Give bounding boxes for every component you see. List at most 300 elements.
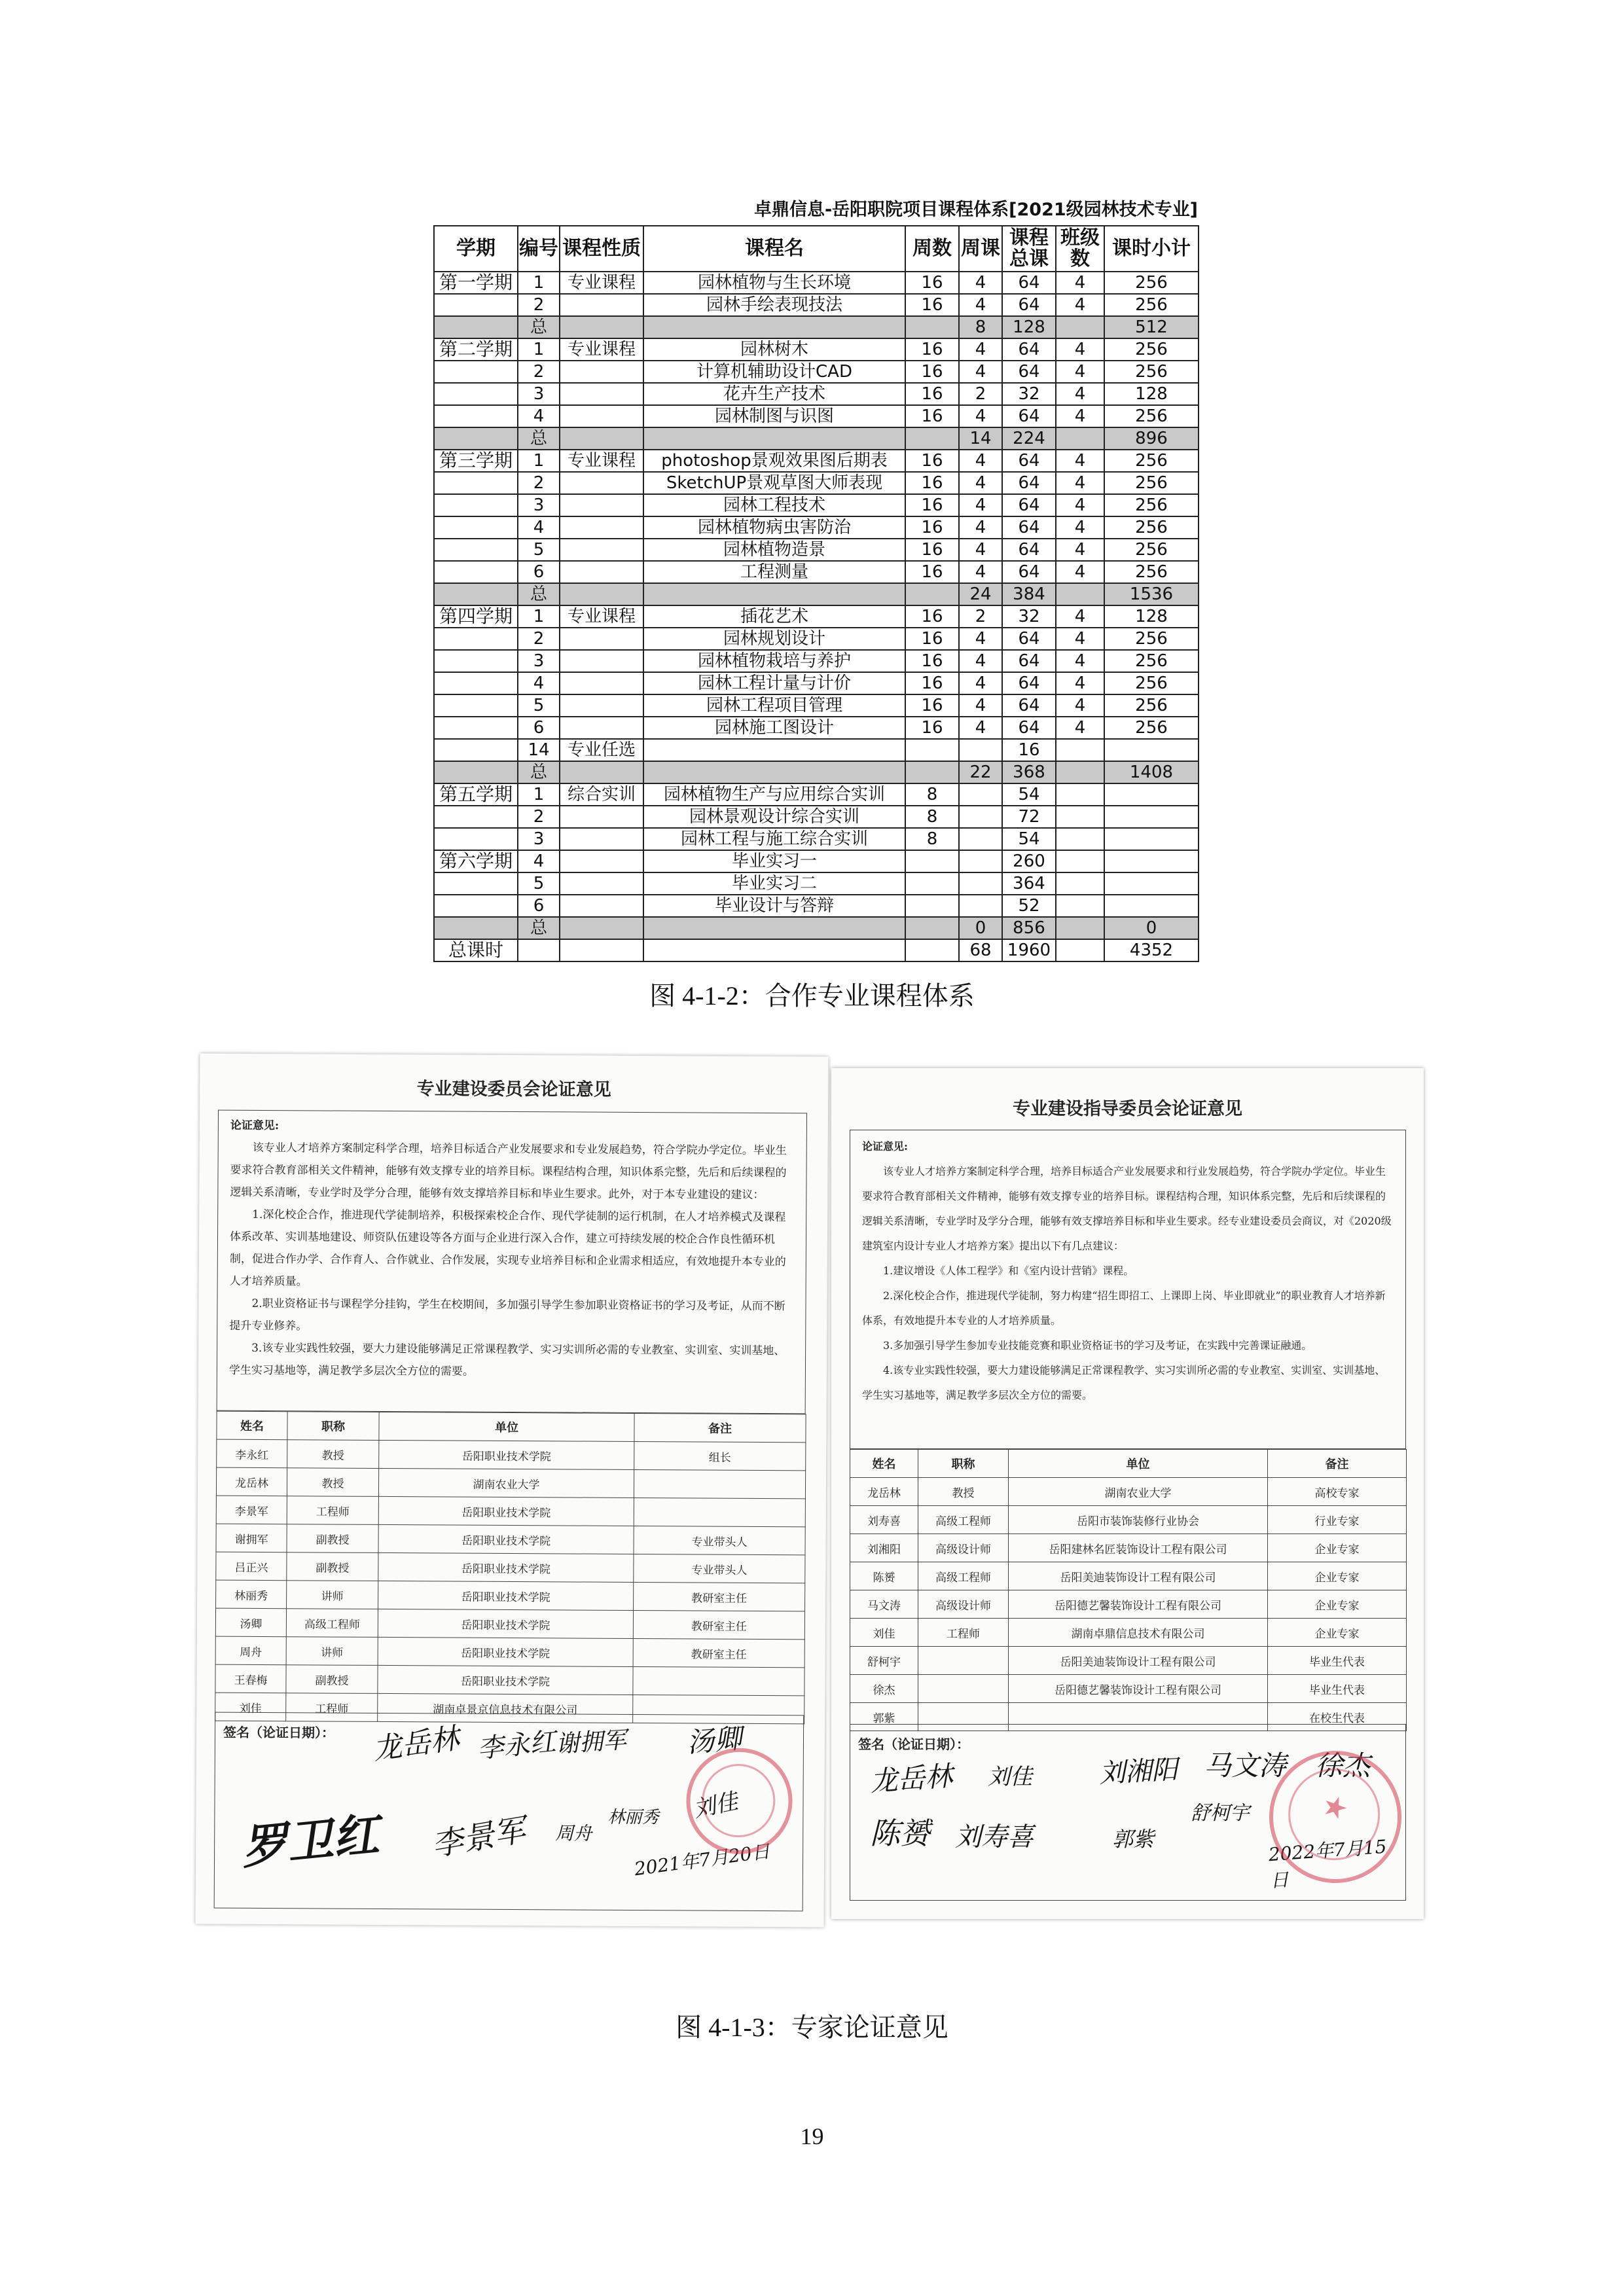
expert-row xyxy=(850,1534,1407,1562)
table-cell-type xyxy=(560,850,643,872)
table-cell-classes: 4 xyxy=(1056,717,1104,739)
expert-row xyxy=(216,1496,805,1527)
table-cell-classes: 4 xyxy=(1056,650,1104,672)
table-cell-no: 6 xyxy=(518,717,560,739)
table-cell-type: 专业课程 xyxy=(560,338,643,361)
table-cell-wk: 4 xyxy=(959,672,1002,694)
table-cell: 岳阳职业技术学院 xyxy=(379,1440,634,1469)
column-header: 备注 xyxy=(1268,1450,1407,1478)
table-cell-no: 6 xyxy=(518,895,560,917)
expert-row xyxy=(217,1439,806,1471)
course-row xyxy=(434,895,1199,917)
table-cell-sub: 256 xyxy=(1104,561,1199,583)
table-cell-classes: 4 xyxy=(1056,516,1104,539)
table-cell-type xyxy=(560,806,643,828)
expert-row xyxy=(850,1562,1407,1590)
column-header: 单位 xyxy=(1009,1450,1268,1478)
table-cell-sub xyxy=(1104,872,1199,895)
table-cell-no xyxy=(518,939,560,961)
table-cell-no: 1 xyxy=(518,450,560,472)
table-cell-total: 54 xyxy=(1002,828,1056,850)
table-cell-classes xyxy=(1056,917,1104,939)
column-header: 周课 xyxy=(959,226,1002,272)
table-cell-classes: 4 xyxy=(1056,272,1104,294)
left-signature-label: 签名（论证日期）： xyxy=(223,1724,335,1741)
table-cell-sem xyxy=(434,361,518,383)
table-cell-total: 64 xyxy=(1002,272,1056,294)
left-doc-title: 专业建设委员会论证意见 xyxy=(416,1079,611,1100)
table-cell: 高级设计师 xyxy=(918,1534,1009,1562)
table-cell-sub: 512 xyxy=(1104,316,1199,338)
table-cell: 岳阳职业技术学院 xyxy=(378,1637,633,1666)
table-cell-weeks: 16 xyxy=(905,628,959,650)
table-cell-wk: 4 xyxy=(959,338,1002,361)
expert-row xyxy=(850,1675,1407,1703)
course-table-header xyxy=(434,226,1199,272)
table-cell-sem xyxy=(434,672,518,694)
course-row xyxy=(434,294,1199,316)
subtotal-row xyxy=(434,583,1199,605)
table-cell-name: 毕业实习一 xyxy=(643,850,905,872)
right-opinion-paragraph: 2.深化校企合作，推进现代学徒制，努力构建“招生即招工、上课即上岗、毕业即就业”的职业教育人才培养新体系，有效地提升本专业的人才培养质量。 xyxy=(862,1289,1386,1327)
figure-caption-expert-opinion: 图 4-1-3：专家论证意见 xyxy=(676,2013,948,2042)
course-row xyxy=(434,650,1199,672)
table-cell-wk: 4 xyxy=(959,539,1002,561)
table-cell-classes xyxy=(1056,316,1104,338)
table-cell: 岳阳职业技术学院 xyxy=(378,1552,634,1582)
table-cell-sub: 128 xyxy=(1104,605,1199,628)
table-cell-type xyxy=(560,650,643,672)
table-cell-name: 园林植物生产与应用综合实训 xyxy=(643,783,905,806)
table-cell-wk xyxy=(959,828,1002,850)
table-cell-weeks: 16 xyxy=(905,672,959,694)
column-header: 学期 xyxy=(434,226,518,272)
table-cell-name: 园林植物栽培与养护 xyxy=(643,650,905,672)
table-cell-total: 64 xyxy=(1002,494,1056,516)
table-cell-name: 园林植物病虫害防治 xyxy=(643,516,905,539)
table-cell-sem xyxy=(434,561,518,583)
table-cell-no: 1 xyxy=(518,783,560,806)
table-cell-total: 128 xyxy=(1002,316,1056,338)
table-cell: 岳阳建林名匠装饰设计工程有限公司 xyxy=(1009,1534,1268,1562)
page-number: 19 xyxy=(800,2123,824,2149)
table-cell-wk xyxy=(959,872,1002,895)
table-cell: 李永红 xyxy=(217,1439,287,1468)
table-cell: 工程师 xyxy=(286,1693,378,1722)
table-cell-type xyxy=(560,694,643,717)
course-row xyxy=(434,539,1199,561)
table-cell-wk: 0 xyxy=(959,917,1002,939)
table-cell-no: 总 xyxy=(518,427,560,450)
table-cell-wk: 4 xyxy=(959,472,1002,494)
signature: 徐杰 xyxy=(1315,1749,1371,1782)
right-opinion-paragraph: 该专业人才培养方案制定科学合理，培养目标适合产业发展要求和行业发展趋势，符合学院办学定位。毕业生要求符合教育部相关文件精神，能够有效支撑专业的培养目标。课程结构合理，知识体系完整，先后和后续课程的逻辑关系清晰，专业学时及学分合理，能够有效支撑培养目标和毕业生要求。经专业建设委员会商议，对《2020级建筑室内设计专业人才培养方案》提出以下有几点建议： xyxy=(862,1165,1392,1252)
signature-date: 2021年7月20日 xyxy=(632,1840,772,1880)
expert-row xyxy=(850,1647,1407,1675)
table-cell-type xyxy=(560,494,643,516)
course-row xyxy=(434,272,1199,294)
table-cell-sem xyxy=(434,650,518,672)
table-cell: 岳阳市装饰装修行业协会 xyxy=(1009,1506,1268,1534)
table-cell: 李景军 xyxy=(216,1496,287,1524)
table-cell-total: 64 xyxy=(1002,628,1056,650)
table-cell-name: 园林景观设计综合实训 xyxy=(643,806,905,828)
table-cell-wk: 4 xyxy=(959,494,1002,516)
course-row xyxy=(434,338,1199,361)
table-cell-sub: 256 xyxy=(1104,450,1199,472)
table-cell-sub: 256 xyxy=(1104,628,1199,650)
table-cell: 工程师 xyxy=(287,1496,378,1525)
subtotal-row xyxy=(434,427,1199,450)
table-cell-name: 计算机辅助设计CAD xyxy=(643,361,905,383)
table-cell-no: 2 xyxy=(518,628,560,650)
table-cell-type: 专业课程 xyxy=(560,450,643,472)
table-cell-type xyxy=(560,672,643,694)
table-cell-name: 园林工程计量与计价 xyxy=(643,672,905,694)
table-cell-wk: 4 xyxy=(959,516,1002,539)
table-cell: 岳阳职业技术学院 xyxy=(378,1609,633,1638)
table-cell-type xyxy=(560,472,643,494)
table-cell: 高级设计师 xyxy=(918,1590,1009,1619)
table-cell-sem: 第六学期 xyxy=(434,850,518,872)
table-cell: 讲师 xyxy=(286,1637,378,1666)
table-cell-sem: 第四学期 xyxy=(434,605,518,628)
table-cell-no: 2 xyxy=(518,472,560,494)
left-expert-table xyxy=(215,1411,806,1725)
expert-row xyxy=(850,1478,1407,1506)
table-cell-total: 64 xyxy=(1002,672,1056,694)
table-cell-name xyxy=(643,739,905,761)
table-cell-name: 园林树木 xyxy=(643,338,905,361)
table-cell: 舒柯宇 xyxy=(850,1647,918,1675)
table-cell-no: 4 xyxy=(518,850,560,872)
table-cell: 高校专家 xyxy=(1268,1478,1407,1506)
table-cell: 工程师 xyxy=(918,1619,1009,1647)
table-cell-wk: 2 xyxy=(959,383,1002,405)
table-cell: 陈赟 xyxy=(850,1562,918,1590)
official-seal: ★ xyxy=(1251,1732,1420,1902)
table-cell-sub xyxy=(1104,850,1199,872)
table-cell-name: 园林植物与生长环境 xyxy=(643,272,905,294)
table-cell-type xyxy=(560,539,643,561)
table-cell-no: 3 xyxy=(518,494,560,516)
table-cell-sub: 0 xyxy=(1104,917,1199,939)
table-cell-sub: 256 xyxy=(1104,650,1199,672)
table-cell: 刘佳 xyxy=(215,1693,286,1721)
table-cell-no: 2 xyxy=(518,361,560,383)
table-cell: 教授 xyxy=(287,1440,379,1469)
table-cell-total: 856 xyxy=(1002,917,1056,939)
signature: 罗卫红 xyxy=(239,1807,382,1875)
table-cell-classes xyxy=(1056,939,1104,961)
table-cell-classes xyxy=(1056,828,1104,850)
course-row xyxy=(434,405,1199,427)
table-cell-weeks: 16 xyxy=(905,539,959,561)
table-cell-wk: 8 xyxy=(959,316,1002,338)
table-cell-total: 64 xyxy=(1002,694,1056,717)
table-cell-type xyxy=(560,516,643,539)
table-cell: 岳阳德艺馨装饰设计工程有限公司 xyxy=(1009,1675,1268,1703)
table-cell: 湖南农业大学 xyxy=(378,1468,634,1498)
table-cell-classes: 4 xyxy=(1056,294,1104,316)
table-cell-type xyxy=(560,383,643,405)
column-header: 单位 xyxy=(379,1412,634,1441)
signature-date: 2022年7月15日 xyxy=(1267,1835,1388,1892)
table-cell-wk: 4 xyxy=(959,450,1002,472)
column-header: 备注 xyxy=(634,1413,806,1442)
table-cell-weeks: 16 xyxy=(905,650,959,672)
table-cell-classes: 4 xyxy=(1056,605,1104,628)
column-header: 班级数 xyxy=(1056,226,1104,272)
table-cell-sub xyxy=(1104,828,1199,850)
signature: 马文涛 xyxy=(1204,1749,1287,1782)
table-cell-name xyxy=(643,316,905,338)
table-cell-total: 260 xyxy=(1002,850,1056,872)
table-cell-classes xyxy=(1056,806,1104,828)
table-cell: 岳阳职业技术学院 xyxy=(378,1496,634,1526)
table-cell-sem xyxy=(434,739,518,761)
table-cell-type: 专业课程 xyxy=(560,272,643,294)
table-cell xyxy=(918,1675,1009,1703)
table-cell: 教授 xyxy=(287,1468,378,1497)
course-row xyxy=(434,494,1199,516)
table-cell-weeks xyxy=(905,939,959,961)
course-row xyxy=(434,739,1199,761)
table-cell-wk: 14 xyxy=(959,427,1002,450)
table-cell-no: 2 xyxy=(518,294,560,316)
table-cell-classes: 4 xyxy=(1056,338,1104,361)
table-cell-weeks: 16 xyxy=(905,472,959,494)
table-cell-total: 16 xyxy=(1002,739,1056,761)
signature: 郭紫 xyxy=(1112,1827,1155,1852)
table-cell-name: 毕业设计与答辩 xyxy=(643,895,905,917)
column-header: 姓名 xyxy=(850,1450,918,1478)
table-cell-sub: 1536 xyxy=(1104,583,1199,605)
table-cell-sem: 第二学期 xyxy=(434,338,518,361)
table-cell-no: 总 xyxy=(518,316,560,338)
table-cell-name xyxy=(643,761,905,783)
table-cell-name: 毕业实习二 xyxy=(643,872,905,895)
table-cell: 湖南农业大学 xyxy=(1009,1478,1268,1506)
table-cell-sem xyxy=(434,828,518,850)
table-cell: 刘寿喜 xyxy=(850,1506,918,1534)
table-cell-sub: 256 xyxy=(1104,472,1199,494)
table-cell: 马文涛 xyxy=(850,1590,918,1619)
column-header: 姓名 xyxy=(217,1411,287,1440)
table-cell-classes: 4 xyxy=(1056,383,1104,405)
table-cell-type xyxy=(560,761,643,783)
expert-row xyxy=(850,1619,1407,1647)
expert-row xyxy=(215,1608,804,1640)
table-cell-name: 园林工程项目管理 xyxy=(643,694,905,717)
expert-row xyxy=(850,1590,1407,1619)
table-cell: 高级工程师 xyxy=(918,1506,1009,1534)
table-cell-weeks xyxy=(905,872,959,895)
table-cell-total: 64 xyxy=(1002,561,1056,583)
table-cell: 岳阳职业技术学院 xyxy=(378,1524,634,1554)
table-cell-classes: 4 xyxy=(1056,361,1104,383)
table-cell-sem xyxy=(434,761,518,783)
table-cell-classes xyxy=(1056,583,1104,605)
table-cell-weeks: 16 xyxy=(905,494,959,516)
table-cell-name xyxy=(643,917,905,939)
right-expert-table xyxy=(850,1449,1407,1731)
table-cell-sub xyxy=(1104,895,1199,917)
table-cell: 高级工程师 xyxy=(286,1609,378,1638)
table-cell: 吕正兴 xyxy=(216,1552,287,1581)
table-cell-wk: 2 xyxy=(959,605,1002,628)
table-cell-weeks: 16 xyxy=(905,383,959,405)
course-row xyxy=(434,516,1199,539)
table-cell-weeks: 8 xyxy=(905,783,959,806)
table-cell-total: 32 xyxy=(1002,605,1056,628)
table-cell: 副教授 xyxy=(287,1524,378,1553)
table-cell-total: 54 xyxy=(1002,783,1056,806)
table-cell-name: 园林规划设计 xyxy=(643,628,905,650)
table-cell-sem xyxy=(434,539,518,561)
signature: 周舟 xyxy=(555,1822,592,1844)
table-cell-sub: 256 xyxy=(1104,361,1199,383)
table-cell-classes: 4 xyxy=(1056,405,1104,427)
signature: 舒柯宇 xyxy=(1191,1802,1250,1825)
course-table xyxy=(433,225,1199,962)
table-cell: 林丽秀 xyxy=(216,1580,287,1609)
table-cell-total: 64 xyxy=(1002,717,1056,739)
table-cell-type xyxy=(560,316,643,338)
table-cell-weeks xyxy=(905,583,959,605)
subtotal-row xyxy=(434,316,1199,338)
table-cell-sub xyxy=(1104,783,1199,806)
table-cell-sem xyxy=(434,628,518,650)
table-cell-weeks xyxy=(905,895,959,917)
table-cell: 岳阳美迪装饰设计工程有限公司 xyxy=(1009,1562,1268,1590)
table-cell: 湖南卓景京信息技术有限公司 xyxy=(378,1693,633,1723)
table-cell: 徐杰 xyxy=(850,1675,918,1703)
table-cell-type: 专业课程 xyxy=(560,605,643,628)
table-cell-weeks xyxy=(905,917,959,939)
table-cell-wk: 4 xyxy=(959,628,1002,650)
course-row xyxy=(434,939,1199,961)
table-cell-name: 插花艺术 xyxy=(643,605,905,628)
table-cell: 汤卿 xyxy=(215,1608,286,1637)
table-cell-classes: 4 xyxy=(1056,450,1104,472)
left-opinion-paragraph: 2.职业资格证书与课程学分挂钩，学生在校期间，多加强引导学生参加职业资格证书的学习及考证，从而不断提升专业修养。 xyxy=(229,1297,785,1333)
table-cell-no: 6 xyxy=(518,561,560,583)
course-row xyxy=(434,472,1199,494)
expert-row xyxy=(216,1552,805,1583)
table-cell-sub: 256 xyxy=(1104,516,1199,539)
table-cell-wk: 22 xyxy=(959,761,1002,783)
table-cell-name xyxy=(643,583,905,605)
right-signature-box xyxy=(850,1724,1406,1901)
table-cell-classes xyxy=(1056,850,1104,872)
course-row xyxy=(434,850,1199,872)
table-cell: 行业专家 xyxy=(1268,1506,1407,1534)
course-row xyxy=(434,694,1199,717)
table-cell-no: 4 xyxy=(518,672,560,694)
column-header: 职称 xyxy=(918,1450,1009,1478)
table-cell-name: 园林工程技术 xyxy=(643,494,905,516)
column-header: 周数 xyxy=(905,226,959,272)
course-row xyxy=(434,450,1199,472)
table-cell: 教研室主任 xyxy=(633,1610,804,1639)
table-cell-classes: 4 xyxy=(1056,561,1104,583)
table-cell-classes xyxy=(1056,895,1104,917)
table-cell xyxy=(634,1469,805,1498)
signature: 刘寿喜 xyxy=(955,1822,1034,1852)
table-cell: 湖南卓鼎信息技术有限公司 xyxy=(1009,1619,1268,1647)
column-header: 编号 xyxy=(518,226,560,272)
table-cell-no: 4 xyxy=(518,405,560,427)
course-row xyxy=(434,672,1199,694)
table-cell-total: 64 xyxy=(1002,405,1056,427)
table-cell-weeks: 16 xyxy=(905,561,959,583)
table-cell-sem xyxy=(434,494,518,516)
table-cell-classes xyxy=(1056,739,1104,761)
course-row xyxy=(434,628,1199,650)
table-cell-wk: 4 xyxy=(959,561,1002,583)
table-cell-no: 3 xyxy=(518,383,560,405)
table-cell-sem xyxy=(434,895,518,917)
table-cell-sub: 256 xyxy=(1104,294,1199,316)
table-cell-weeks: 8 xyxy=(905,806,959,828)
left-opinion-box xyxy=(217,1110,807,1414)
right-doc-title: 专业建设指导委员会论证意见 xyxy=(1013,1099,1242,1119)
table-cell-no: 5 xyxy=(518,694,560,717)
right-opinion-box xyxy=(850,1130,1406,1449)
table-cell-weeks: 16 xyxy=(905,405,959,427)
table-cell-total: 72 xyxy=(1002,806,1056,828)
table-cell: 专业带头人 xyxy=(634,1554,805,1583)
table-cell-weeks: 16 xyxy=(905,361,959,383)
column-header: 课程名 xyxy=(643,226,905,272)
course-row xyxy=(434,361,1199,383)
table-cell: 讲师 xyxy=(287,1581,378,1609)
table-cell-sub: 256 xyxy=(1104,405,1199,427)
table-cell-wk: 4 xyxy=(959,361,1002,383)
table-cell-no: 3 xyxy=(518,828,560,850)
right-opinion-paragraph: 3.多加强引导学生参加专业技能竞赛和职业资格证书的学习及考证，在实践中完善课证融通。 xyxy=(883,1339,1312,1352)
table-cell: 企业专家 xyxy=(1268,1562,1407,1590)
table-cell-classes xyxy=(1056,761,1104,783)
table-cell-sem: 第五学期 xyxy=(434,783,518,806)
table-cell: 企业专家 xyxy=(1268,1534,1407,1562)
table-cell-sub: 256 xyxy=(1104,539,1199,561)
course-row xyxy=(434,872,1199,895)
table-cell-sem xyxy=(434,405,518,427)
table-cell-sem xyxy=(434,694,518,717)
table-cell-no: 总 xyxy=(518,761,560,783)
table-cell-name: 工程测量 xyxy=(643,561,905,583)
table-cell-name: 花卉生产技术 xyxy=(643,383,905,405)
subtotal-row xyxy=(434,917,1199,939)
table-cell-wk: 4 xyxy=(959,650,1002,672)
table-cell-type xyxy=(560,405,643,427)
table-cell-no: 总 xyxy=(518,583,560,605)
table-cell-type xyxy=(560,583,643,605)
table-cell-classes xyxy=(1056,783,1104,806)
table-cell-classes: 4 xyxy=(1056,472,1104,494)
table-cell-name: 园林工程与施工综合实训 xyxy=(643,828,905,850)
course-row xyxy=(434,828,1199,850)
table-cell-type xyxy=(560,294,643,316)
right-opinion-paragraph: 4.该专业实践性较强，要大力建设能够满足正常课程教学、实习实训所必需的专业教室、实训室、实训基地、学生实习基地等，满足教学多层次全方位的需要。 xyxy=(862,1364,1386,1401)
table-cell-total: 32 xyxy=(1002,383,1056,405)
table-cell-wk: 4 xyxy=(959,405,1002,427)
table-cell-type xyxy=(560,628,643,650)
signature: 汤卿 xyxy=(685,1722,744,1759)
course-row xyxy=(434,806,1199,828)
